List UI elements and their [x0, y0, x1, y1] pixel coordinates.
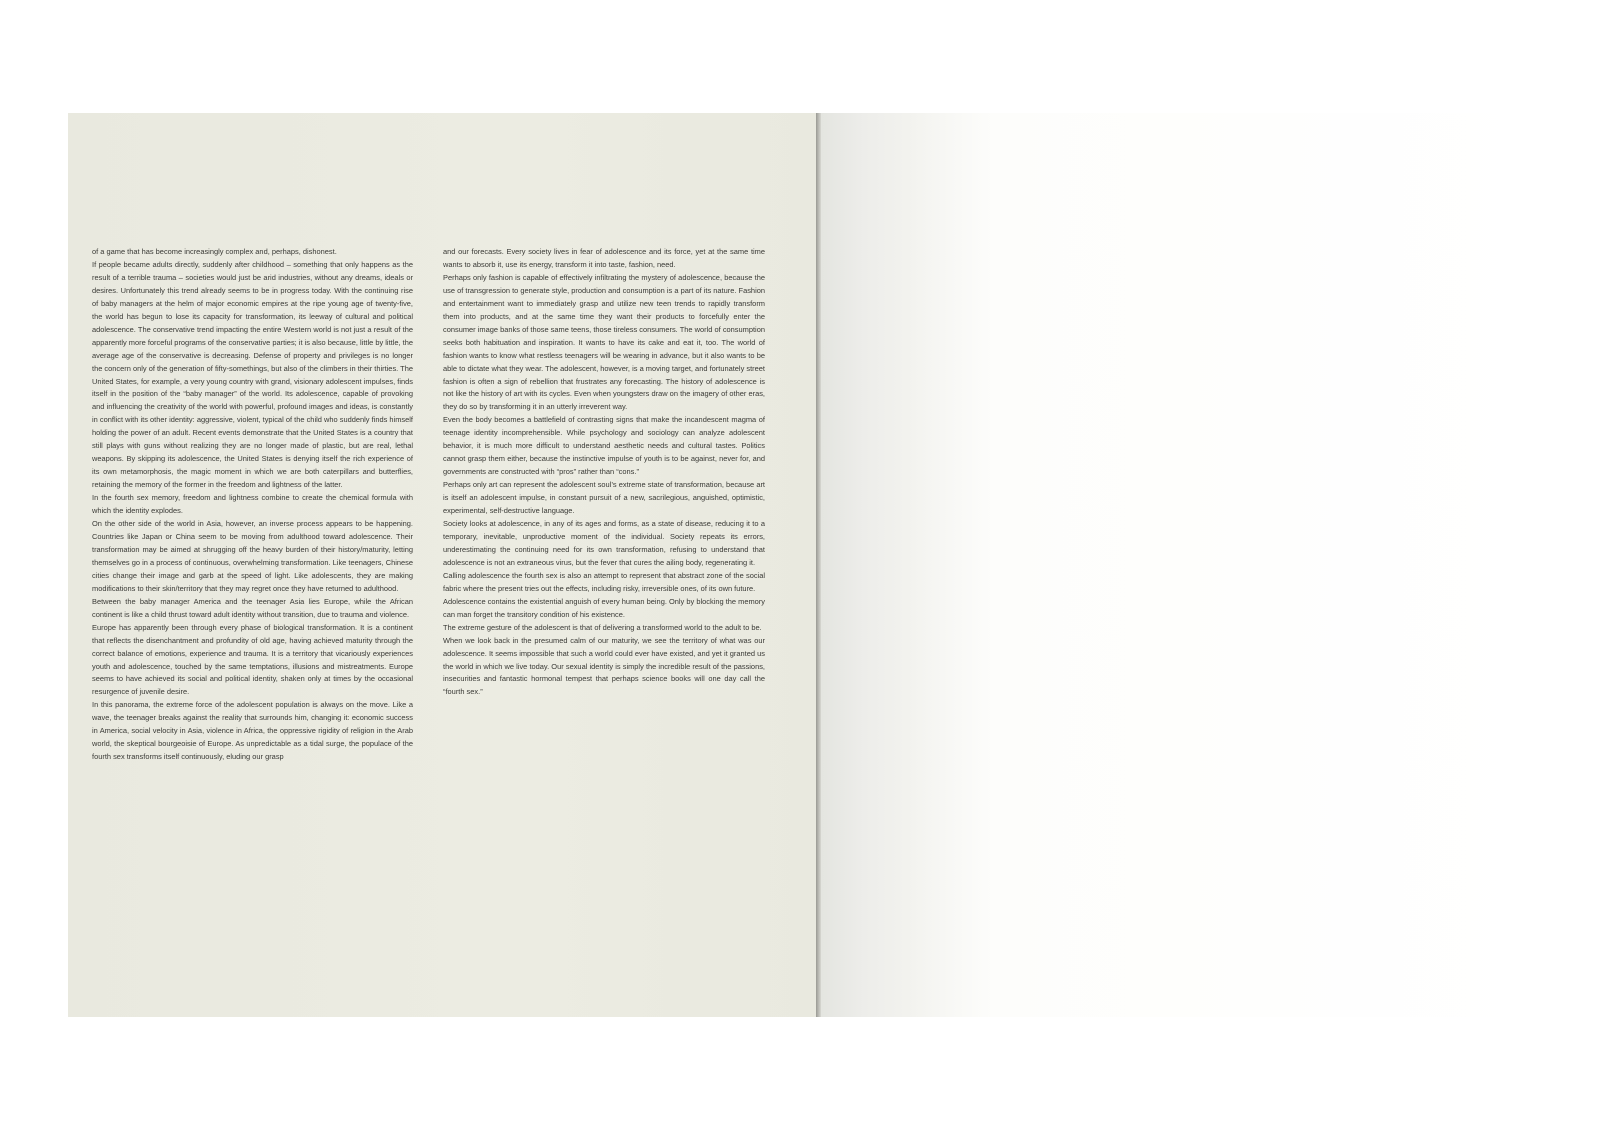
- left-page: [68, 113, 816, 1017]
- paragraph: When we look back in the presumed calm of our maturity, we see the territory of what was our adolescence. It seems impossible that such a world could ever have existed, and yet it granted us the world in which we live today. Our sexual identity is simply the incredible result of the passions, insecurities and fantastic hormonal tempest that perhaps science books will one day call the “fourth sex.”: [443, 635, 765, 697]
- paragraph: Adolescence contains the existential anguish of every human being. Only by blocking the memory can man forget the transitory condition of his existence.: [443, 596, 765, 619]
- paragraph: Perhaps only art can represent the adolescent soul’s extreme state of transformation, because art is itself an adolescent impulse, in constant pursuit of a new, sacrilegious, anguished, optimistic, experimental, self-destructive language.: [443, 480, 765, 516]
- paragraph: Europe has apparently been through every phase of biological transformation. It is a continent that reflects the disenchantment and profundity of old age, having achieved maturity through the correct balance of emotions, experience and trauma. It is a territory that vicariously experiences youth and adolescence, touched by the same temptations, illusions and mistreatments. Europe seems to have achieved its social and political identity, shaken only at times by the occasional resurgence of juvenile desire.: [92, 622, 413, 697]
- paragraph: Society looks at adolescence, in any of its ages and forms, as a state of disease, reducing it to a temporary, inevitable, unproductive moment of the individual. Society repeats its errors, underestimating the continuing need for its own transformation, refusing to understand that adolescence is not an extraneous virus, but the fever that cures the ailing body, regenerating it.: [443, 519, 765, 567]
- paragraph: On the other side of the world in Asia, however, an inverse process appears to be happening. Countries like Japan or China seem to be moving from adulthood toward adolescence. Their transformation may be aimed at shrugging off the heavy burden of their history/maturity, letting themselves go in a process of continuous, overwhelming transformation. Like teenagers, Chinese cities change their image and garb at the speed of light. Like adolescents, they are making modifications to their skin/territory that they may regret once they have returned to adulthood.: [92, 519, 413, 593]
- paragraph: Calling adolescence the fourth sex is also an attempt to represent that abstract zone of the social fabric where the present tries out the effects, including risky, irreversible ones, of its own future.: [443, 570, 765, 593]
- paragraph: In the fourth sex memory, freedom and lightness combine to create the chemical formula with which the identity explodes.: [92, 493, 413, 516]
- book-spread: [68, 113, 1536, 1017]
- paragraph: The extreme gesture of the adolescent is that of delivering a transformed world to the adult to be.: [443, 622, 762, 632]
- paragraph: In this panorama, the extreme force of the adolescent population is always on the move. Like a wave, the teenager breaks against the reality that surrounds him, changing it: economic success in America, social velocity in Asia, violence in Africa, the oppressive rigidity of religion in the Arab world, the skeptical bourgeoisie of Europe. As unpredictable as a tidal surge, the populace of the fourth sex transforms itself continuously, eluding our grasp: [92, 700, 413, 762]
- paragraph: Between the baby manager America and the teenager Asia lies Europe, while the African continent is like a child thrust toward adult identity without transition, due to trauma and violence.: [92, 596, 413, 619]
- paragraph: and our forecasts. Every society lives in fear of adolescence and its force, yet at the same time wants to absorb it, use its energy, transform it into taste, fashion, need.: [443, 247, 765, 269]
- paragraph: Even the body becomes a battlefield of contrasting signs that make the incandescent magma of teenage identity incomprehensible. While psychology and sociology can analyze adolescent behavior, it is much more difficult to understand aesthetic needs and cultural tastes. Politics cannot grasp them either, because the instinctive impulse of youth is to be against, never for, and governments are constructed with “pros” rather than “cons.”: [443, 415, 765, 477]
- paragraph: Perhaps only fashion is capable of effectively infiltrating the mystery of adolescence, because the use of transgression to generate style, production and consumption is a part of its nature. Fashion and entertainment want to immediately grasp and utilize new teen trends to rapidly transform them into products, and at the same time they want their products to forcefully enter the consumer image banks of those same teens, those tireless consumers. The world of consumption seeks both habituation and inspiration. It wants to have its cake and eat it, too. The world of fashion wants to know what restless teenagers will be wearing in advance, but it also wants to be able to dictate what they wear. The adolescent, however, is a moving target, and fortunately street fashion is often a sign of rebellion that frustrates any forecasting. The history of adolescence is not like the history of art with its cycles. Even when youngsters draw on the imagery of other eras, they do so by transforming it in an utterly irreverent way.: [443, 272, 765, 412]
- text-column-left: [92, 246, 413, 764]
- paragraph: If people became adults directly, suddenly after childhood – something that only happens as the result of a terrible trauma – societies would just be arid industries, without any dreams, ideals or desires. Unfortunately this trend already seems to be in progress today. With the continuing rise of baby managers at the helm of major economic empires at the ripe young age of twenty-five, the world has begun to lose its capacity for transformation, its leeway of cultural and political adolescence. The conservative trend impacting the entire Western world is not just a result of the apparently more forceful programs of the conservative parties; it is also because, little by little, the average age of the conservative is decreasing. Defense of property and privileges is no longer the concern only of the generation of fifty-somethings, but also of the climbers in their thirties. The United States, for example, a very young country with grand, visionary adolescent impulses, finds itself in the position of the “baby manager” of the world. Its adolescence, capable of provoking and influencing the creativity of the world with powerful, profound images and ideas, is constantly in conflict with its other identity: aggressive, violent, typical of the child who suddenly finds himself holding the power of an adult. Recent events demonstrate that the United States is a country that still plays with guns without realizing they are no longer made of plastic, but are real, lethal weapons. By skipping its adolescence, the United States is denying itself the rich experience of its own metamorphosis, the magic moment in which we are both caterpillars and butterflies, retaining the memory of the former in the freedom and lightness of the latter.: [92, 259, 413, 490]
- paragraph: of a game that has become increasingly complex and, perhaps, dishonest.: [92, 247, 337, 256]
- text-column-right: [443, 246, 765, 699]
- right-page-blank: [821, 113, 1536, 1017]
